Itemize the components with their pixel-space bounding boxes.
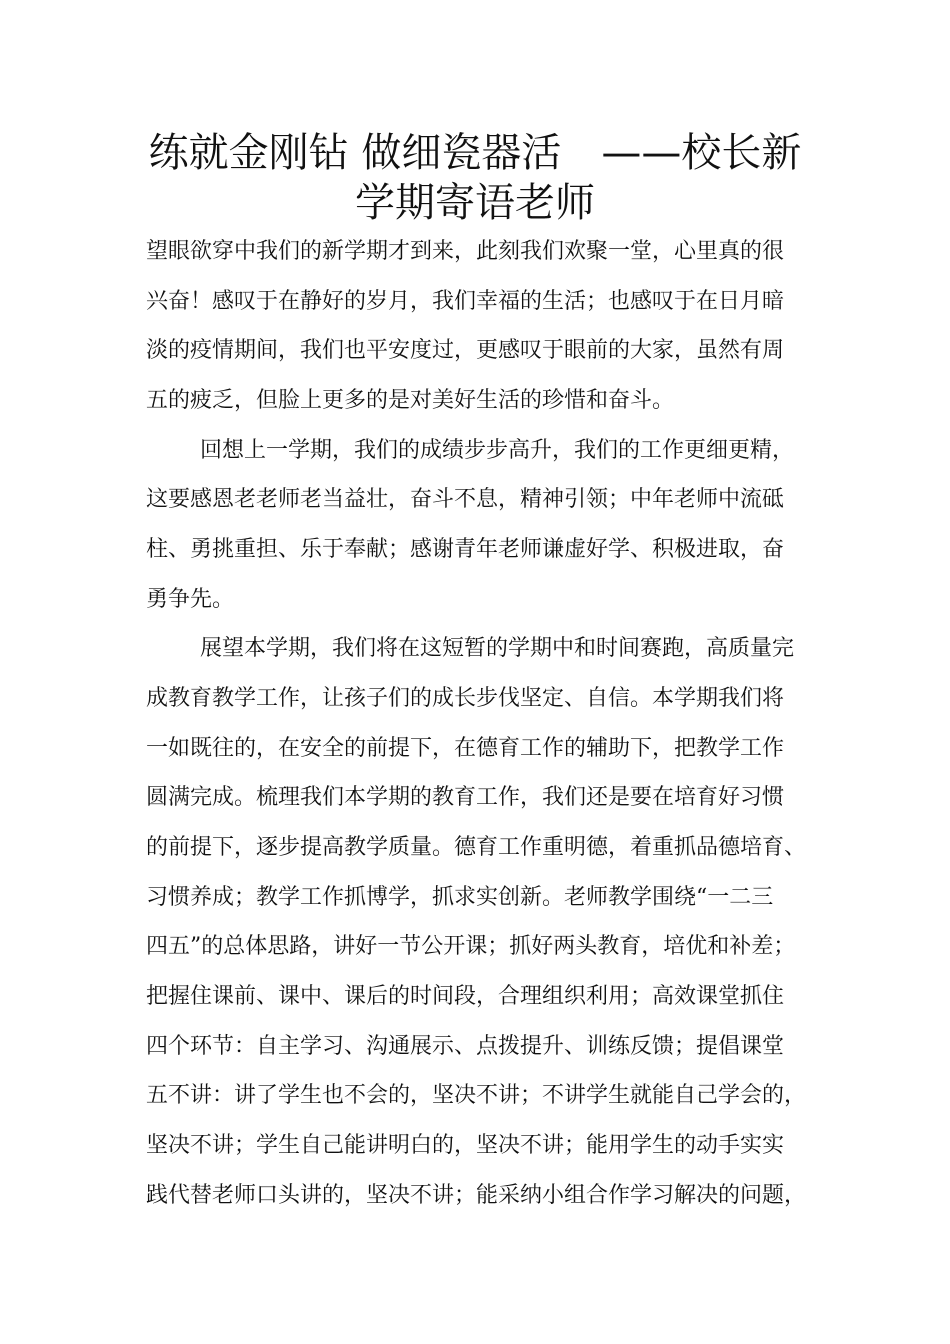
paragraph-3-line-7: 四五”的总体思路，讲好一节公开课；抓好两头教育，培优和补差； — [146, 934, 796, 959]
paragraph-2-line-4: 勇争先。 — [146, 587, 235, 612]
paragraph-3-line-2: 成教育教学工作，让孩子们的成长步伐坚定、自信。本学期我们将 — [146, 686, 785, 711]
paragraph-3-line-1: 展望本学期，我们将在这短暂的学期中和时间赛跑，高质量完 — [200, 636, 795, 661]
paragraph-3-line-4: 圆满完成。梳理我们本学期的教育工作，我们还是要在培育好习惯 — [146, 785, 785, 810]
document-title-line-2: 学期寄语老师 — [355, 180, 595, 226]
paragraph-3-line-12: 践代替老师口头讲的，坚决不讲；能采纳小组合作学习解决的问题， — [146, 1183, 807, 1208]
paragraph-2-line-1: 回想上一学期，我们的成绩步步高升，我们的工作更细更精， — [200, 438, 795, 463]
document-title-line-1: 练就金刚钻 做细瓷器活 ——校长新 — [148, 130, 802, 176]
paragraph-3-line-9: 四个环节：自主学习、沟通展示、点拨提升、训练反馈；提倡课堂 — [146, 1034, 785, 1059]
paragraph-3-line-8: 把握住课前、课中、课后的时间段，合理组织利用；高效课堂抓住 — [146, 984, 785, 1009]
paragraph-1-line-1: 望眼欲穿中我们的新学期才到来，此刻我们欢聚一堂，心里真的很 — [146, 239, 785, 264]
paragraph-3-line-6: 习惯养成；教学工作抓博学，抓求实创新。老师教学围绕“一二三 — [146, 885, 774, 910]
paragraph-2-line-3: 柱、勇挑重担、乐于奉献；感谢青年老师谦虚好学、积极进取，奋 — [146, 537, 785, 562]
paragraph-1-line-2: 兴奋！感叹于在静好的岁月，我们幸福的生活；也感叹于在日月暗 — [146, 289, 785, 314]
paragraph-3-line-10: 五不讲：讲了学生也不会的，坚决不讲；不讲学生就能自己学会的， — [146, 1083, 807, 1108]
paragraph-3-line-5: 的前提下，逐步提高教学质量。德育工作重明德，着重抓品德培育、 — [146, 835, 807, 860]
paragraph-3-line-11: 坚决不讲；学生自己能讲明白的，坚决不讲；能用学生的动手实实 — [146, 1133, 785, 1158]
paragraph-1-line-4: 五的疲乏，但脸上更多的是对美好生活的珍惜和奋斗。 — [146, 388, 675, 413]
paragraph-1-line-3: 淡的疫情期间，我们也平安度过，更感叹于眼前的大家，虽然有周 — [146, 338, 785, 363]
paragraph-2-line-2: 这要感恩老老师老当益壮，奋斗不息，精神引领；中年老师中流砥 — [146, 487, 785, 512]
paragraph-3-line-3: 一如既往的，在安全的前提下，在德育工作的辅助下，把教学工作 — [146, 736, 785, 761]
